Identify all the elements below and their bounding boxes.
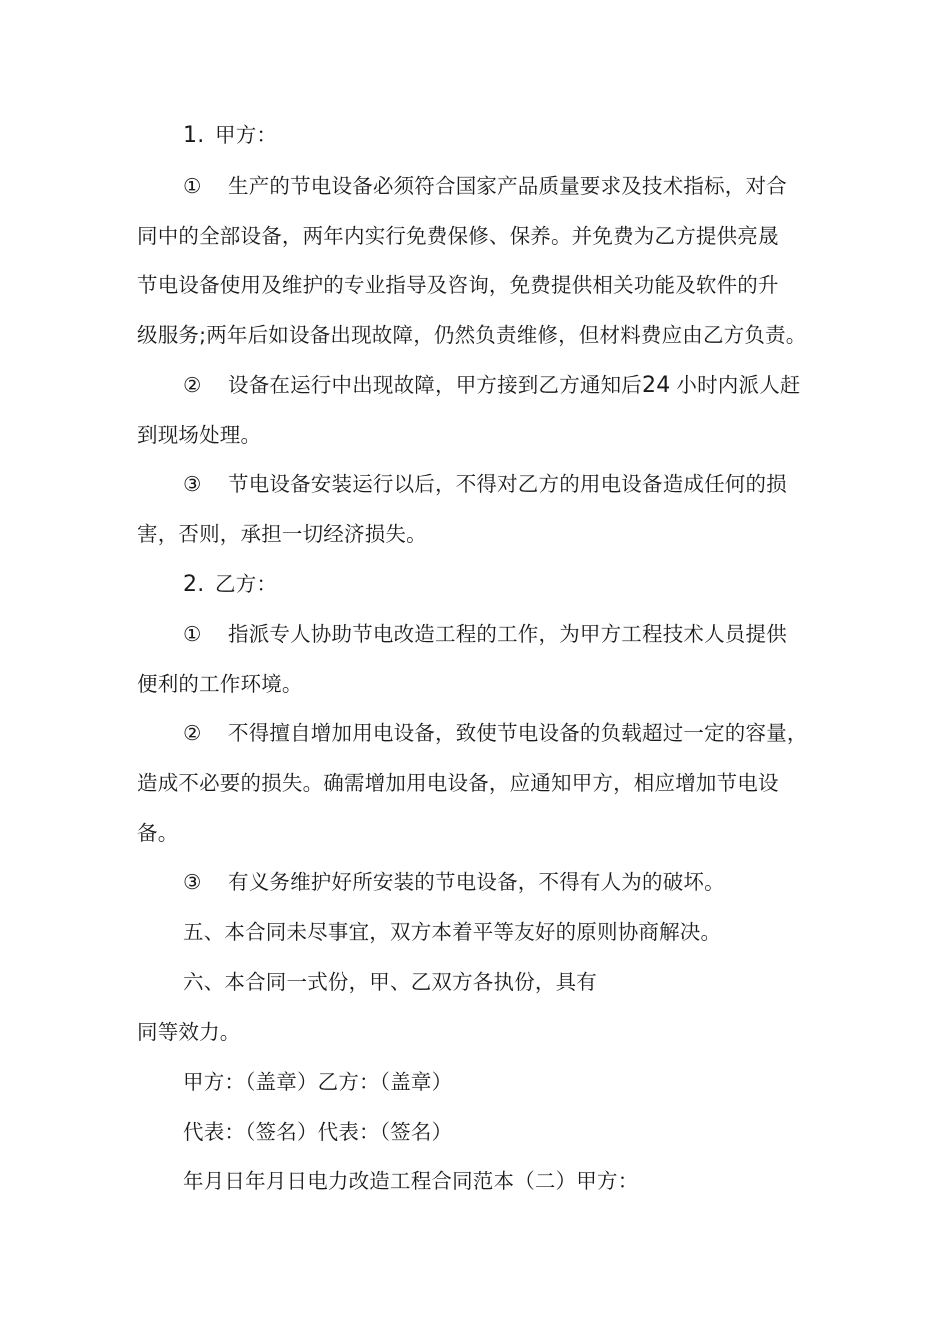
- seal-line: 甲方：（盖章）乙方：（盖章）: [183, 1070, 453, 1094]
- item-marker: ①: [183, 622, 202, 646]
- item-marker: ②: [183, 721, 202, 745]
- party-b-item-3-line-1: [183, 867, 725, 897]
- item-marker: ①: [183, 174, 202, 198]
- party-a-item-2-line-1: [183, 370, 801, 401]
- clause-six-line-2: 同等效力。: [137, 1020, 241, 1044]
- party-b-item-1-line-1: [183, 619, 787, 649]
- heading-number: 2.: [183, 572, 205, 597]
- item-text-tail: 小时内派人赶: [676, 373, 801, 397]
- item-marker: ③: [183, 472, 202, 496]
- party-b-item-2-line-3: 备。: [137, 821, 179, 845]
- item-text: 不得擅自增加用电设备，致使节电设备的负载超过一定的容量，: [228, 721, 808, 745]
- party-a-item-1-line-4: 级服务;两年后如设备出现故障，仍然负责维修，但材料费应由乙方负责。: [137, 323, 807, 347]
- item-marker: ②: [183, 373, 202, 397]
- item-text: 生产的节电设备必须符合国家产品质量要求及技术指标，对合: [228, 174, 787, 198]
- item-text: 节电设备安装运行以后，不得对乙方的用电设备造成任何的损: [228, 472, 787, 496]
- party-b-item-2-line-2: 造成不必要的损失。确需增加用电设备，应通知甲方，相应增加节电设: [137, 771, 779, 795]
- party-a-item-1-line-3: 节电设备使用及维护的专业指导及咨询，免费提供相关功能及软件的升: [137, 273, 779, 297]
- heading-text: 乙方：: [215, 572, 278, 596]
- party-b-item-2-line-1: [183, 718, 808, 748]
- party-a-item-1-line-1: [183, 171, 787, 201]
- heading-number: 1.: [183, 123, 205, 148]
- party-b-heading: [183, 569, 277, 600]
- item-marker: ③: [183, 870, 202, 894]
- signature-line: 代表：（签名）代表：（签名）: [183, 1120, 453, 1144]
- party-b-item-1-line-2: 便利的工作环境。: [137, 672, 303, 696]
- party-a-item-3-line-2: 害，否则，承担一切经济损失。: [137, 522, 427, 546]
- item-text: 设备在运行中出现故障，甲方接到乙方通知后: [228, 373, 642, 397]
- clause-five: 五、本合同未尽事宜，双方本着平等友好的原则协商解决。: [183, 920, 722, 944]
- date-and-next-contract-line: 年月日年月日电力改造工程合同范本（二）甲方：: [183, 1169, 639, 1193]
- party-a-item-3-line-1: [183, 469, 787, 499]
- party-a-item-1-line-2: 同中的全部设备，两年内实行免费保修、保养。并免费为乙方提供亮晟: [137, 224, 779, 248]
- heading-text: 甲方：: [215, 123, 278, 147]
- party-a-item-2-line-2: 到现场处理。: [137, 423, 262, 447]
- clause-six-line-1: 六、本合同一式份，甲、乙双方各执份，具有: [183, 970, 597, 994]
- item-text: 有义务维护好所安装的节电设备，不得有人为的破坏。: [228, 870, 725, 894]
- party-a-heading: [183, 120, 277, 151]
- hours-number: 24: [642, 373, 671, 398]
- item-text: 指派专人协助节电改造工程的工作，为甲方工程技术人员提供: [228, 622, 787, 646]
